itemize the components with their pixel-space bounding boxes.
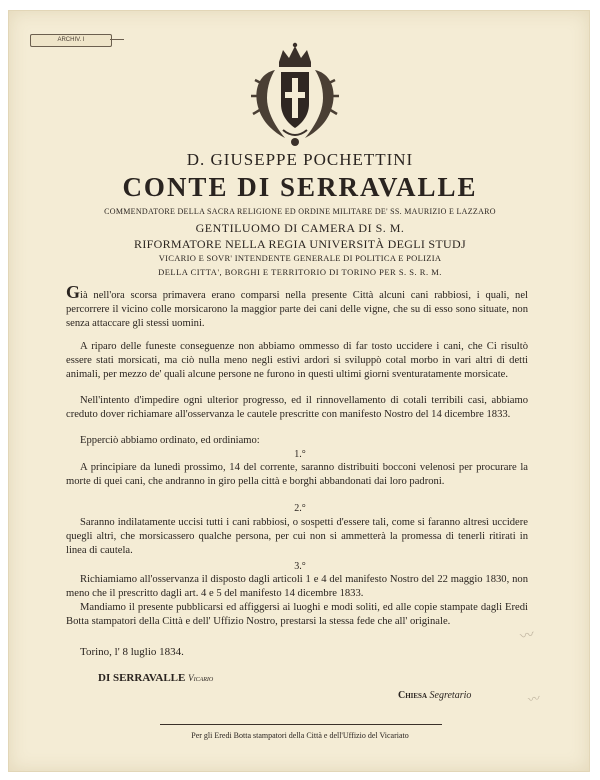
coat-of-arms-emblem — [245, 40, 345, 150]
signature-segretario — [398, 690, 471, 701]
paragraph-2: A riparo delle funeste conseguenze non abbiamo ommesso di far tosto uccidere i cani, che Ci risultò essere stati morsicati, ma ciò nulla meno negli estivi ardori si sviluppò cotal morbo in vari altri di detti animali, per mezzo de' quali alcune persone ne furono in questi ultimi giorni sventuratamente morsicate. — [66, 341, 528, 380]
paragraph-7: Richiamiamo all'osservanza il disposto dagli articoli 1 e 4 del manifesto Nostro del 22 maggio 1830, non meno che il prescritto dagli art. 4 e 5 del manifesto 14 dicembre 1833. — [66, 574, 528, 599]
drop-cap: G — [66, 282, 81, 302]
document-date: Torino, l' 8 luglio 1834. — [80, 646, 184, 658]
article-number-1: 1.° — [294, 449, 306, 460]
signature-segretario-name: Chiesa — [398, 690, 428, 701]
paragraph-1-text: ià nell'ora scorsa primavera erano comparsi nella presente Città alcuni cani rabbiosi, i quali, nel percorrere il vicino colle morsicarono la maggior parte dei cani delle vigne, che su di esso sono situate, non senza attaccare gli stessi uomini. — [66, 290, 528, 329]
signature-vicario-title: Vicario — [188, 673, 214, 683]
header-line-3: COMMENDATORE DELLA SACRA RELIGIONE ED ORDINE MILITARE DE' SS. MAURIZIO E LAZZARO — [104, 207, 496, 216]
header-title: CONTE DI SERRAVALLE — [122, 172, 478, 202]
signature-vicario-name: DI SERRAVALLE — [98, 672, 186, 684]
pencil-annotation-mark: 〰 — [518, 626, 536, 646]
pencil-annotation-mark: 〰 — [526, 691, 542, 707]
paragraph-8: Mandiamo il presente pubblicarsi ed affiggersi ai luoghi e modi soliti, ed alle copie stampate dagli Eredi Botta stampatori della Città e dell' Uffizio Nostro, prestarsi la stessa fede che all' originale. — [66, 602, 528, 627]
paragraph-4: Epperciò abbiamo ordinato, ed ordiniamo: — [80, 435, 260, 446]
paragraph-3: Nell'intento d'impedire ogni ulterior progresso, ed il rinnovellamento di cotali terribili casi, abbiamo creduto dover richiamare all'osservanza le cautele prescritte con manifesto Nostro del 14 dicembre 1833. — [66, 395, 528, 420]
article-number-3: 3.° — [294, 561, 306, 572]
signature-vicario — [98, 672, 213, 684]
article-number-2: 2.° — [294, 503, 306, 514]
header-line-7: DELLA CITTA', BORGHI E TERRITORIO DI TORINO PER S. S. R. M. — [158, 267, 442, 277]
header-line-5: RIFORMATORE NELLA REGIA UNIVERSITÀ DEGLI STUDJ — [134, 237, 466, 251]
archive-tag: ARCHIV. I — [30, 34, 112, 47]
printer-footer: Per gli Eredi Botta stampatori della Città e dell'Uffizio del Vicariato — [191, 731, 409, 740]
signature-segretario-title: Segretario — [429, 690, 472, 701]
footer-rule — [160, 724, 442, 725]
paragraph-5: A principiare da lunedì prossimo, 14 del corrente, saranno distribuiti bocconi velenosi per procurare la morte di quei cani, che andranno in giro pella città e borghi abbandonati dai loro padroni. — [66, 462, 528, 487]
header-line-1: D. GIUSEPPE POCHETTINI — [186, 150, 414, 169]
header-line-4: GENTILUOMO DI CAMERA DI S. M. — [195, 221, 405, 235]
paragraph-1 — [66, 282, 528, 331]
paragraph-6: Saranno indilatamente uccisi tutti i cani rabbiosi, o sospetti d'essere tali, come si faranno altresì uccidere quegli altri, che morsicassero qualche persona, per cui non si ammetterà la promessa di tenerli ritirati in linea di cautela. — [66, 517, 528, 556]
archive-tag-tail — [110, 39, 124, 40]
header-line-6: VICARIO E SOVR' INTENDENTE GENERALE DI POLITICA E POLIZIA — [158, 253, 442, 263]
